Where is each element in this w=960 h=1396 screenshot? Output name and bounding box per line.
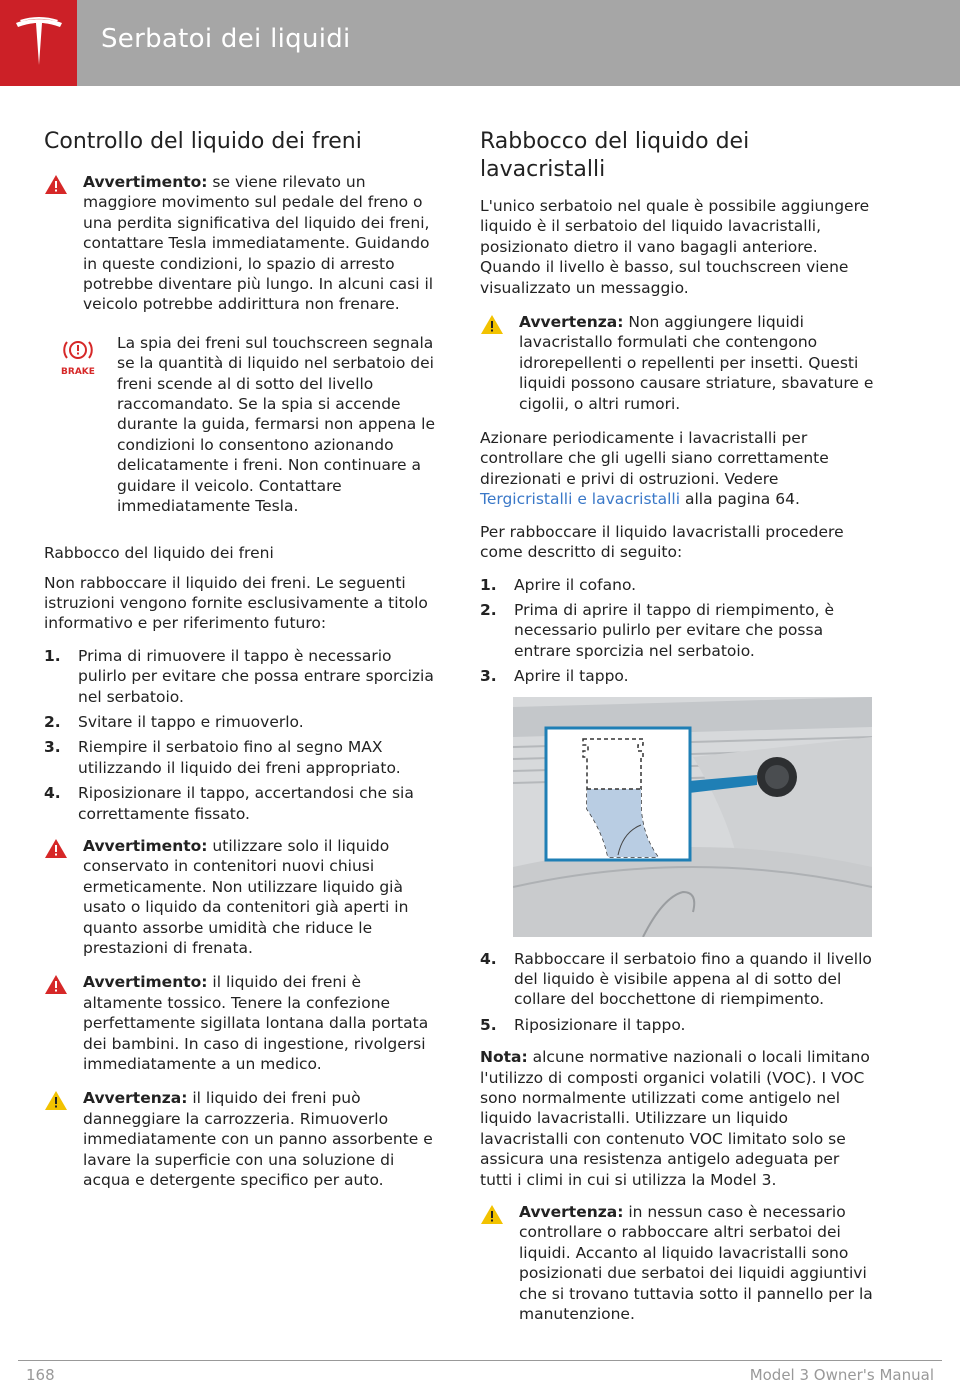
washer-steps-list-a	[480, 575, 875, 687]
caution-icon	[480, 1204, 504, 1230]
list-item: 3. Riempire il serbatoio fino al segno MAX utilizzando il liquido dei freni appropriato.	[44, 738, 401, 777]
warning-label: Avvertimento:	[83, 836, 208, 855]
caution-icon	[44, 1090, 68, 1116]
wipers-washers-link[interactable]: Tergicristalli e lavacristalli	[480, 490, 681, 509]
warning-icon	[44, 838, 68, 864]
section-heading-washer-fluid: Rabbocco del liquido dei lavacristalli	[480, 129, 750, 182]
tesla-logo-icon	[14, 17, 64, 69]
subheading-brake-refill: Rabbocco del liquido dei freni	[44, 543, 274, 562]
caution-label: Avvertenza:	[83, 1089, 188, 1108]
warning-icon	[44, 974, 68, 1000]
caution-label: Avvertenza:	[519, 313, 624, 332]
page-number: 168	[26, 1366, 55, 1384]
washer-reservoir-illustration	[513, 697, 872, 937]
warning-block	[44, 972, 439, 1074]
note-text: alcune normative nazionali o locali limitano l'utilizzo di composti organici volatili (VOC). I VOC sono normalmente utilizzati come antigelo nel liquido lavacristalli. Utilizzare un liquido lavacristalli con contenuto VOC limitato solo se assicura una resistenza antigelo adeguata per tutti i climi in cui si utilizza la Model 3.	[480, 1048, 870, 1189]
list-item: 3. Aprire il tappo.	[480, 667, 629, 686]
list-item: 4. Rabboccare il serbatoio fino a quando il livello del liquido è visibile appena al di sotto del collare del bocchettone di riempimento.	[480, 949, 872, 1009]
list-item: 5. Riposizionare il tappo.	[480, 1015, 686, 1034]
note-label: Nota:	[480, 1048, 528, 1067]
washer-intro: L'unico serbatoio nel quale è possibile aggiungere liquido è il serbatoio del liquido lavacristalli, posizionato dietro il vano bagagli anteriore. Quando il livello è basso, sul touchscreen viene visualizzato un messaggio.	[480, 197, 870, 297]
tesla-logo-block	[0, 0, 77, 86]
list-item: 1. Aprire il cofano.	[480, 575, 637, 594]
warning-label: Avvertimento:	[83, 973, 208, 992]
voc-note	[480, 1047, 875, 1190]
caution-text: il liquido dei freni può danneggiare la carrozzeria. Rimuoverlo immediatamente con un panno assorbente e lavare la superficie con una soluzione di acqua e detergente specifico per auto.	[83, 1089, 433, 1190]
warning-text: se viene rilevato un maggiore movimento sul pedale del freno o una perdita significativa del liquido dei freni, contattare Tesla immediatamente. Guidando in queste condizioni, lo spazio di arresto potrebbe diventare più lungo. In alcuni casi il veicolo potrebbe addirittura non frenare.	[83, 173, 434, 314]
svg-text:BRAKE: BRAKE	[61, 366, 95, 377]
caution-icon	[480, 314, 504, 340]
list-item: 4. Riposizionare il tappo, accertandosi che sia correttamente fissato.	[44, 784, 414, 823]
right-column	[480, 128, 875, 1338]
list-item: 2. Svitare il tappo e rimuoverlo.	[44, 712, 304, 731]
caution-text: Non aggiungere liquidi lavacristallo formulati che contengono idrorepellenti o repellenti per insetti. Questi liquidi possono causare striature, sbavature e cigolii, o altri rumori.	[519, 313, 874, 413]
section-heading-brake-fluid: Controllo del liquido dei freni	[44, 129, 362, 154]
para2-text-end: alla pagina 64.	[680, 490, 800, 509]
warning-label: Avvertimento:	[83, 173, 208, 191]
brake-intro: Non rabboccare il liquido dei freni. Le seguenti istruzioni vengono fornite esclusivamente a titolo informativo e per riferimento futuro:	[44, 573, 428, 633]
washer-steps-list-b	[480, 949, 875, 1036]
para2-text: Azionare periodicamente i lavacristalli per controllare che gli ugelli siano correttamente direzionati e privi di ostruzioni. Vedere	[480, 429, 829, 488]
list-item: 2. Prima di aprire il tappo di riempimento, è necessario pulirlo per evitare che possa entrare sporcizia nel serbatoio.	[480, 600, 835, 660]
page-title: Serbatoi dei liquidi	[101, 24, 351, 54]
warning-text: il liquido dei freni è altamente tossico. Tenere la confezione perfettamente sigillata lontana dalla portata dei bambini. In caso di ingestione, rivolgersi immediatamente a un medico.	[83, 973, 429, 1074]
footer-divider	[18, 1360, 942, 1361]
warning-icon	[44, 174, 68, 200]
caution-label: Avvertenza:	[519, 1203, 624, 1221]
washer-para2	[480, 428, 875, 510]
warning-block	[44, 836, 439, 958]
brake-warning-light-icon	[58, 337, 98, 382]
brake-indicator-note	[44, 333, 439, 517]
warning-block	[44, 172, 439, 315]
brake-steps-list	[44, 646, 439, 824]
caution-text: in nessun caso è necessario controllare o rabboccare altri serbatoi dei liquidi. Accanto al liquido lavacristalli sono posizionati due serbatoi dei liquidi aggiuntivi che si trovano tuttavia sotto il pannello per la manutenzione.	[519, 1203, 873, 1324]
warning-text: utilizzare solo il liquido conservato in contenitori nuovi chiusi ermeticamente. Non utilizzare liquido già usato o liquido da contenitori già aperti in quanto assorbe umidità che riduce le prestazioni di frenata.	[83, 836, 409, 957]
list-item: 1. Prima di rimuovere il tappo è necessario pulirlo per evitare che possa entrare sporcizia nel serbatoio.	[44, 646, 434, 706]
caution-block	[44, 1088, 439, 1190]
manual-title: Model 3 Owner's Manual	[749, 1366, 934, 1384]
caution-block	[480, 312, 875, 414]
caution-block	[480, 1202, 875, 1324]
left-column	[44, 128, 439, 1204]
brake-note-text: La spia dei freni sul touchscreen segnala se la quantità di liquido nel serbatoio dei freni scende al di sotto del livello raccomandato. Se la spia si accende durante la guida, fermarsi non appena le condizioni lo consentono azionando delicatamente i freni. Non continuare a guidare il veicolo. Contattare immediatamente Tesla.	[117, 333, 436, 516]
washer-para3: Per rabboccare il liquido lavacristalli procedere come descritto di seguito:	[480, 522, 844, 562]
